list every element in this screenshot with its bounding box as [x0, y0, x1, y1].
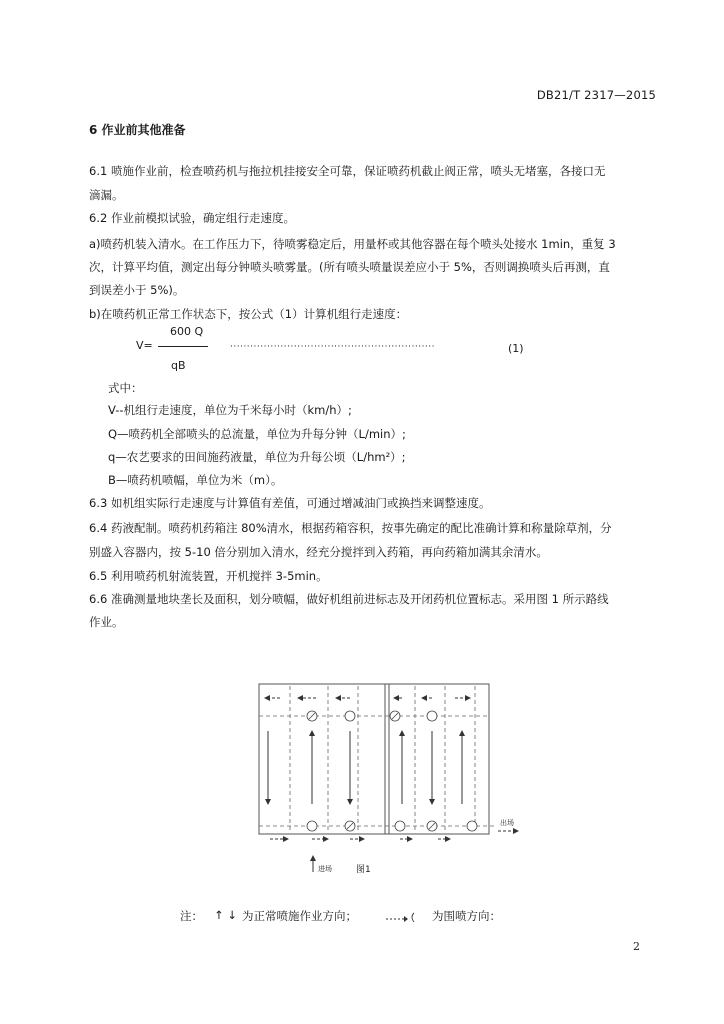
paragraph-6-4: 6.4 药液配制。喷药机药箱注 80%清水，根据药箱容积，按事先确定的配比准确计算和称量除草剂，分: [89, 521, 612, 535]
note-text-peripheral: 为围喷方向：: [432, 909, 501, 923]
figure-caption: 图1: [356, 865, 371, 875]
where-label: 式中：: [108, 381, 143, 395]
paragraph-6-2: 6.2 作业前模拟试验，确定组行走速度。: [89, 211, 295, 225]
paragraph-6-5: 6.5 利用喷药机射流装置，开机搅拌 3-5min。: [89, 569, 328, 583]
entry-label: 进场: [318, 865, 332, 873]
swath-lines: [259, 686, 495, 832]
paragraph-6-1: 6.1 喷施作业前，检查喷药机与拖拉机挂接安全可靠，保证喷药机截止阀正常，喷头无堵塞，各接口无: [89, 164, 606, 178]
paragraph-a-line2: 次，计算平均值，测定出每分钟喷头喷雾量。(所有喷头喷量误差应小于 5%，否则调换喷头后再测，直: [89, 260, 610, 274]
paragraph-a-line1: a)喷药机装入清水。在工作压力下，待喷雾稳定后，用量杯或其他容器在每个喷头处接水 1min，重复 3: [89, 237, 616, 251]
route-diagram: [250, 676, 530, 886]
formula-denominator: qB: [171, 359, 186, 372]
definition-b: B—喷药机喷幅，单位为米（m）。: [108, 473, 283, 487]
exit-label: 出场: [500, 819, 514, 827]
definition-q-upper: Q—喷药机全部喷头的总流量，单位为升每分钟（L/min）;: [108, 427, 406, 441]
paragraph-a-line3: 到误差小于 5%)。: [89, 283, 185, 297]
paragraph-b: b)在喷药机正常工作状态下，按公式（1）计算机组行走速度：: [89, 307, 408, 321]
note-arrows: ↑ ↓: [214, 908, 237, 922]
work-direction-arrows: [268, 731, 462, 804]
note-text-normal: 为正常喷施作业方向；: [242, 909, 357, 923]
formula-numerator: 600 Q: [170, 325, 204, 338]
field-boundary: [259, 684, 489, 834]
paragraph-6-6: 6.6 准确测量地块垄长及面积，划分喷幅，做好机组前进标志及开闭药机位置标志。采用图 1 所示路线: [89, 592, 609, 606]
section-title: 6 作业前其他准备: [89, 123, 186, 137]
paragraph-6-4-cont: 别盛入容器内，按 5-10 倍分别加入清水，经充分搅拌到入药箱，再向药箱加满其余清水。: [89, 545, 548, 559]
formula-lhs: V=: [136, 339, 153, 352]
note-prefix: 注：: [180, 909, 203, 923]
formula-number: (1): [508, 342, 524, 355]
page-number: 2: [633, 940, 640, 953]
definition-q-lower: q—农艺要求的田间施药液量，单位为升每公顷（L/hm²）;: [108, 450, 406, 464]
formula-leader-dots: ·····························································: [230, 342, 436, 352]
paragraph-6-1-cont: 滴漏。: [89, 188, 124, 202]
paragraph-6-6-cont: 作业。: [89, 615, 124, 629]
standard-number: DB21/T 2317—2015: [536, 88, 656, 102]
switch-markers: [307, 711, 477, 831]
fraction-bar: [158, 346, 208, 347]
definition-v: V--机组行走速度，单位为千米每小时（km/h）;: [108, 403, 352, 417]
peripheral-spray-icon: [384, 910, 418, 924]
paragraph-6-3: 6.3 如机组实际行走速度与计算值有差值，可通过增减油门或换挡来调整速度。: [89, 496, 491, 510]
